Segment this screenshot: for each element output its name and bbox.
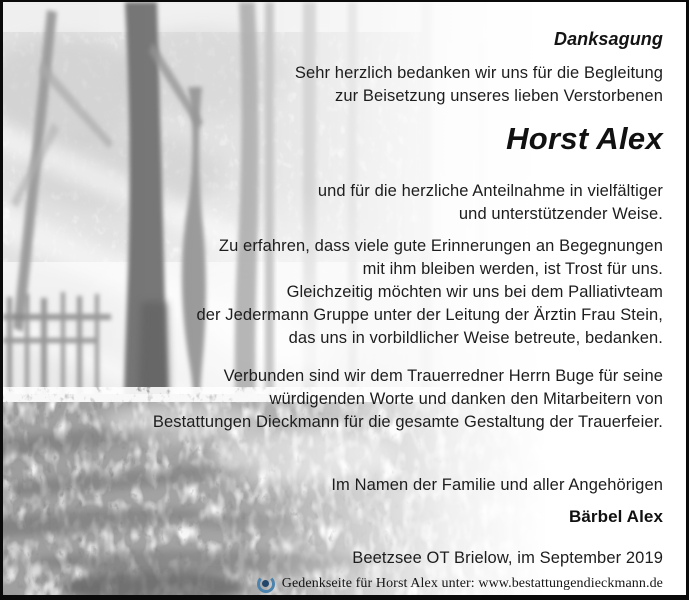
thanks-paragraph-2 xyxy=(3,235,663,350)
notice-text-column xyxy=(3,2,686,595)
notice-heading: Danksagung xyxy=(553,29,663,49)
memorial-logo-dot-icon xyxy=(262,580,269,587)
notice-line: Bestattungen Dieckmann für die gesamte Gestaltung der Trauerfeier. xyxy=(152,413,663,431)
notice-line: das uns in vorbildlicher Weise betreute, bedanken. xyxy=(288,329,663,347)
memorial-logo-icon xyxy=(257,575,275,593)
notice-line: und für die herzliche Anteilnahme in vielfältiger xyxy=(317,182,663,200)
notice-line: Gleichzeitig möchten wir uns bei dem Palliativteam xyxy=(286,283,663,301)
notice-line: mit ihm bleiben werden, ist Trost für uns. xyxy=(362,260,663,278)
intro-line: zur Beisetzung unseres lieben Verstorbenen xyxy=(335,87,663,105)
closing-line: Im Namen der Familie und aller Angehörigen xyxy=(331,476,663,494)
memorial-page-link-text: Gedenkseite für Horst Alex unter: www.bestattungendieckmann.de xyxy=(281,576,663,591)
memorial-page-footer xyxy=(3,574,663,593)
thanks-paragraph-3 xyxy=(3,365,663,434)
thanks-paragraph-1 xyxy=(3,180,663,226)
signature-name: Bärbel Alex xyxy=(568,507,663,526)
notice-line: und unterstützender Weise. xyxy=(458,205,663,223)
notice-line: der Jedermann Gruppe unter der Leitung der Ärztin Frau Stein, xyxy=(196,306,663,324)
notice-line: Verbunden sind wir dem Trauerredner Herrn Buge für seine xyxy=(223,367,663,385)
place-date-line: Beetzsee OT Brielow, im September 2019 xyxy=(352,549,663,567)
intro-paragraph xyxy=(3,62,663,108)
intro-line: Sehr herzlich bedanken wir uns für die Begleitung xyxy=(294,64,663,82)
deceased-name: Horst Alex xyxy=(506,121,663,156)
notice-line: würdigenden Worte und danken den Mitarbeitern von xyxy=(269,390,663,408)
notice-line: Zu erfahren, dass viele gute Erinnerungen an Begegnungen xyxy=(218,237,663,255)
